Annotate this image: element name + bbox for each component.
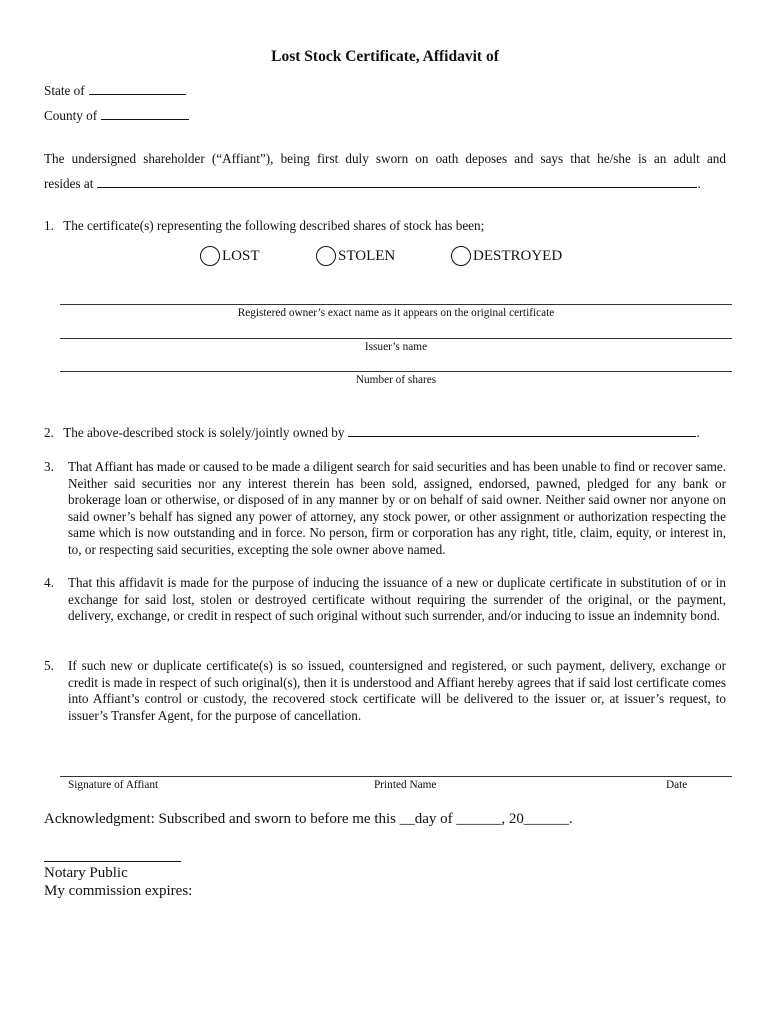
destroyed-label: DESTROYED (473, 247, 563, 264)
issuer-name-caption: Issuer’s name (364, 341, 428, 353)
item-2-text: The above-described stock is solely/jointly owned by (63, 425, 345, 440)
notary-public-label: Notary Public (44, 865, 128, 881)
stolen-radio[interactable] (316, 246, 336, 266)
printed-name-label: Printed Name (374, 779, 437, 791)
state-row (44, 83, 186, 99)
item-4-text: That this affidavit is made for the purpose of inducing the issuance of a new or duplicate certificate in substitution of or in exchange for said lost, stolen or destroyed certificate without requiring the surrender of the original, or the payment, delivery, exchange, or credit in respect of such original without such surrender, and/or inducing to issue an indemnity bond. (68, 575, 726, 624)
date-label: Date (666, 779, 688, 791)
document-title: Lost Stock Certificate, Affidavit of (271, 48, 499, 65)
resides-at-period: . (697, 176, 701, 191)
item-2 (44, 425, 700, 441)
item-5-text: If such new or duplicate certificate(s) is so issued, countersigned and registered, or such payment, delivery, exchange or credit is made in respect of such original(s), then it is understood and Affiant hereby agrees that if said lost certificate comes into Affiant’s control or custody, the recovered stock certificate will be delivered to the issuer or, at issuer’s request, to issuer’s Transfer Agent, for the purpose of cancellation. (68, 658, 726, 723)
owner-name-line[interactable] (60, 304, 732, 305)
item-5-number: 5. (44, 658, 54, 673)
item-3-number: 3. (44, 459, 54, 474)
resides-at-label: resides at (44, 176, 94, 191)
item-1 (44, 218, 484, 234)
option-stolen[interactable] (316, 246, 395, 266)
destroyed-radio[interactable] (451, 246, 471, 266)
item-3 (44, 459, 726, 559)
item-1-text: The certificate(s) representing the following described shares of stock has been; (63, 218, 485, 233)
intro-line-1: The undersigned shareholder (“Affiant”), being first duly sworn on oath deposes and says that he/she is an adult and (44, 151, 726, 166)
lost-label: LOST (222, 247, 260, 264)
item-1-number: 1. (44, 218, 54, 233)
owned-by-field[interactable] (348, 425, 696, 437)
stolen-label: STOLEN (338, 247, 396, 264)
county-field[interactable] (101, 108, 189, 120)
resides-at-field[interactable] (97, 176, 697, 188)
option-destroyed[interactable] (451, 246, 562, 266)
owner-name-caption: Registered owner’s exact name as it appears on the original certificate (237, 307, 555, 319)
signature-line[interactable] (60, 776, 732, 777)
state-field[interactable] (89, 83, 186, 95)
acknowledgment: Acknowledgment: Subscribed and sworn to before me this __day of ______, 20______. (44, 811, 573, 827)
commission-expires-label: My commission expires: (44, 883, 193, 899)
item-2-number: 2. (44, 425, 54, 440)
issuer-name-line[interactable] (60, 338, 732, 339)
shares-line[interactable] (60, 371, 732, 372)
item-5 (44, 658, 726, 724)
item-4-number: 4. (44, 575, 54, 590)
notary-signature-line[interactable] (44, 861, 181, 862)
lost-radio[interactable] (200, 246, 220, 266)
item-3-text: That Affiant has made or caused to be made a diligent search for said securities and has been unable to find or recover same. Neither said securities nor any interest therein has been sold, assigned, endorsed, pawned, pledged for any bank or brokerage loan or otherwise, or disposed of in any manner by or on behalf of said owner. Neither said owner nor anyone on said owner’s behalf has signed any power of attorney, any stock power, or other assignment or authorization respecting the same which is now outstanding and in force. No person, firm or corporation has any right, title, claim, equity, or interest in, to, or respecting said securities, excepting the sole owner above named. (68, 459, 726, 557)
signature-label: Signature of Affiant (68, 779, 159, 791)
item-4 (44, 575, 726, 625)
option-lost[interactable] (200, 246, 260, 266)
shares-caption: Number of shares (355, 374, 437, 386)
county-label: County of (44, 108, 98, 123)
state-label: State of (44, 83, 85, 98)
intro-line-2 (44, 176, 701, 192)
item-2-period: . (696, 425, 700, 440)
county-row (44, 108, 189, 124)
